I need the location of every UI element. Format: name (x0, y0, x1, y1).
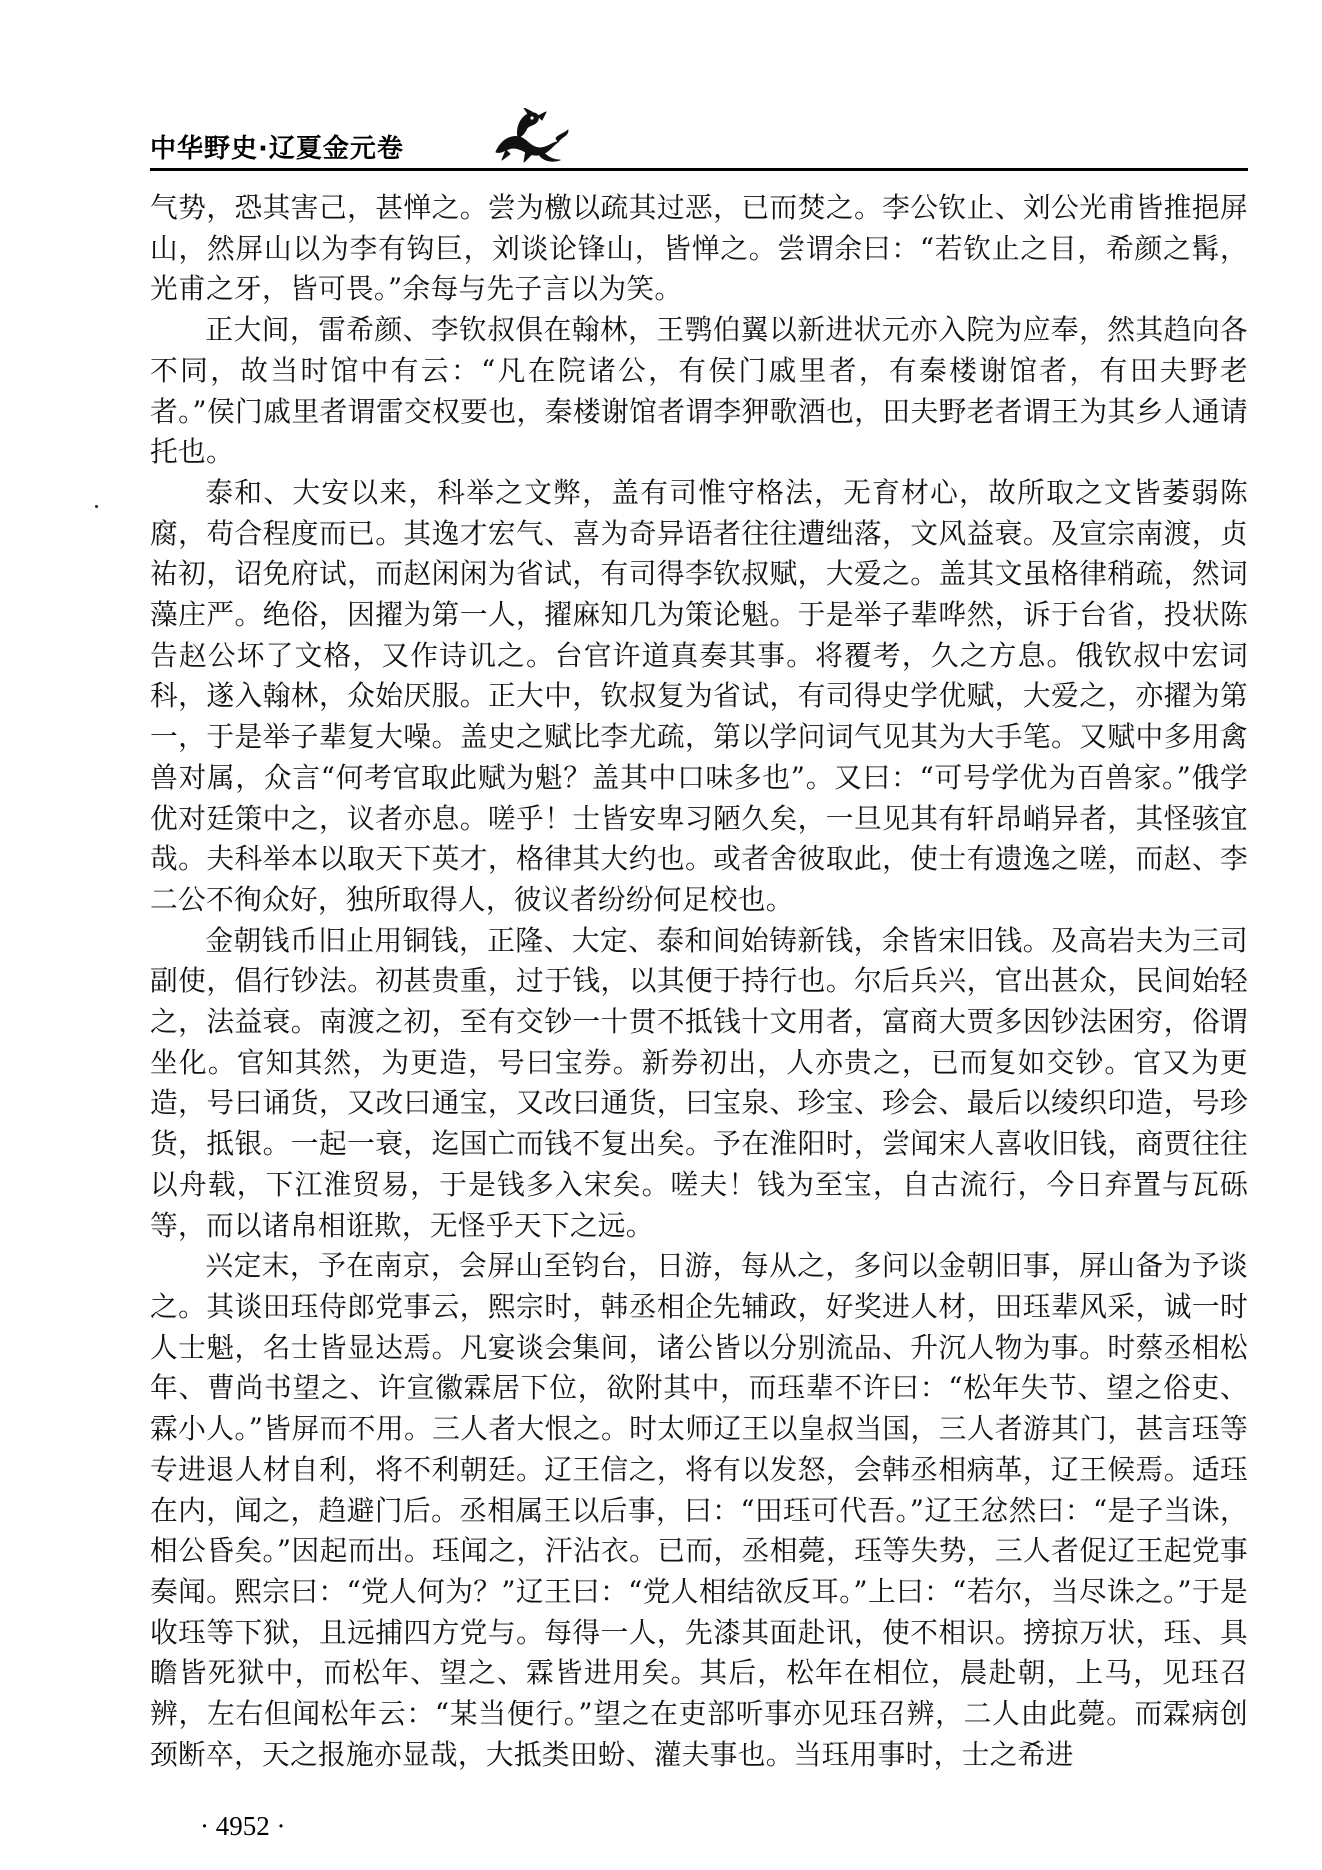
paragraph: 金朝钱币旧止用铜钱，正隆、大定、泰和间始铸新钱，余皆宋旧钱。及高岩夫为三司副使，倡行钞法。初甚贵重，过于钱，以其便于持行也。尔后兵兴，官出甚众，民间始轻之，法益衰。南渡之初，至有交钞一十贯不抵钱十文用者，富商大贾多因钞法困穷，俗谓坐化。官知其然，为更造，号曰宝券。新券初出，人亦贵之，已而复如交钞。官又为更造，号曰诵货，又改曰通宝，又改曰通货，曰宝泉、珍宝、珍会、最后以绫织印造，号珍货，抵银。一起一衰，迄国亡而钱不复出矣。予在淮阳时，尝闻宋人喜收旧钱，商贾往往以舟载，下江淮贸易，于是钱多入宋矣。嗟夫！钱为至宝，自古流行，今日弃置与瓦砾等，而以诸帛相诳欺，无怪乎天下之远。 (150, 923, 1248, 1242)
dragon-icon (488, 108, 570, 164)
paragraph: 泰和、大安以来，科举之文弊，盖有司惟守格法，无育材心，故所取之文皆萎弱陈腐，苟合程度而已。其逸才宏气、喜为奇异语者往往遭绌落，文风益衰。及宣宗南渡，贞祐初，诏免府试，而赵闲闲为省试，有司得李钦叔赋，大爱之。盖其文虽格律稍疏，然词藻庄严。绝俗，因擢为第一人，擢麻知几为策论魁。于是举子辈哗然，诉于台省，投状陈告赵公坏了文格，又作诗讥之。台官许道真奏其事。将覆考，久之方息。俄钦叔中宏词科，遂入翰林，众始厌服。正大中，钦叔复为省试，有司得史学优赋，大爱之，亦擢为第一，于是举子辈复大噪。盖史之赋比李尤疏，第以学问词气见其为大手笔。又赋中多用禽兽对属，众言“何考官取此赋为魁？盖其中口味多也”。又曰：“可号学优为百兽家。”俄学优对廷策中之，议者亦息。嗟乎！士皆安卑习陋久矣，一旦见其有轩昂峭异者，其怪骇宜哉。夫科举本以取天下英才，格律其大约也。或者舍彼取此，使士有遗逸之嗟，而赵、李二公不徇众好，独所取得人，彼议者纷纷何足校也。 (150, 475, 1248, 916)
running-header (150, 118, 1248, 170)
paragraph: 兴定末，予在南京，会屏山至钧台，日游，每从之，多问以金朝旧事，屏山备为予谈之。其谈田珏侍郎党事云，熙宗时，韩丞相企先辅政，好奖进人材，田珏辈风采，诚一时人士魁，名士皆显达焉。凡宴谈会集间，诸公皆以分别流品、升沉人物为事。时蔡丞相松年、曹尚书望之、许宣徽霖居下位，欲附其中，而珏辈不许曰：“松年失节、望之俗吏、霖小人。”皆屏而不用。三人者大恨之。时太师辽王以皇叔当国，三人者游其门，甚言珏等专进退人材自利，将不利朝廷。辽王信之，将有以发怒，会韩丞相病革，辽王候焉。适珏在内，闻之，趋避门后。丞相属王以后事，曰：“田珏可代吾。”辽王忿然曰：“是子当诛，相公昏矣。”因起而出。珏闻之，汗沾衣。已而，丞相薨，珏等失势，三人者促辽王起党事奏闻。熙宗曰：“党人何为？”辽王曰：“党人相结欲反耳。”上曰：“若尔，当尽诛之。”于是收珏等下狱，且远捕四方党与。每得一人，先漆其面赴讯，使不相识。搒掠万状，珏、具瞻皆死狱中，而松年、望之、霖皆进用矣。其后，松年在相位，晨赴朝，上马，见珏召辨，左右但闻松年云：“某当便行。”望之在吏部听事亦见珏召辨，二人由此薨。而霖病创颈断卒，天之报施亦显哉，大抵类田蚡、灌夫事也。当珏用事时，士之希进 (150, 1249, 1248, 1771)
margin-mark (95, 505, 98, 508)
paragraph: 气势，恐其害己，甚惮之。尝为檄以疏其过恶，已而焚之。李公钦止、刘公光甫皆推挹屏山，然屏山以为李有钩巨，刘谈论锋山，皆惮之。尝谓余曰：“若钦止之目，希颜之髯，光甫之牙，皆可畏。”余每与先子言以为笑。 (150, 191, 1248, 306)
page-number: · 4952 · (200, 1811, 286, 1841)
book-title: 中华野史·辽夏金元卷 (150, 134, 404, 164)
body-text (150, 188, 1248, 1775)
header-rule (150, 168, 1248, 171)
paragraph: 正大间，雷希颜、李钦叔俱在翰林，王鹗伯翼以新进状元亦入院为应奉，然其趋向各不同，故当时馆中有云：“凡在院诸公，有侯门戚里者，有秦楼谢馆者，有田夫野老者。”侯门戚里者谓雷交权要也，秦楼谢馆者谓李狎歌酒也，田夫野老者谓王为其乡人通请托也。 (150, 313, 1248, 469)
